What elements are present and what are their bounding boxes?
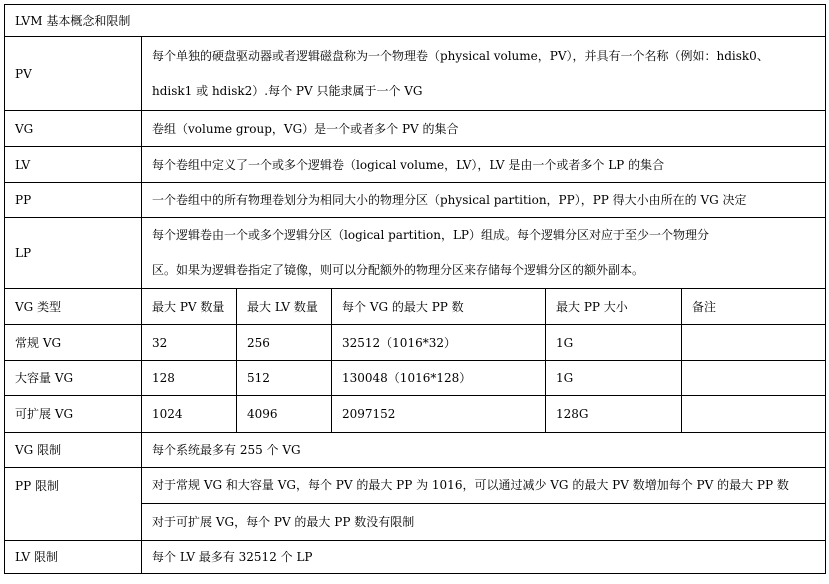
table-cell xyxy=(682,361,826,396)
table-cell: 常规 VG xyxy=(5,325,142,361)
table-cell: 可扩展 VG xyxy=(5,396,142,433)
header-cell: 最大 PV 数量 xyxy=(142,289,237,325)
header-cell: VG 类型 xyxy=(5,289,142,325)
table-cell: 128G xyxy=(546,396,682,433)
definition-cell: 每个 LV 最多有 32512 个 LP xyxy=(142,541,826,574)
table-cell: 1G xyxy=(546,361,682,396)
term-cell: VG xyxy=(5,111,142,147)
table-cell: 2097152 xyxy=(332,396,546,433)
table-cell: 1G xyxy=(546,325,682,361)
table-cell: 130048（1016*128） xyxy=(332,361,546,396)
table-cell xyxy=(682,325,826,361)
term-cell: LV 限制 xyxy=(5,541,142,574)
vg-table-header-row xyxy=(5,289,826,325)
table-title: LVM 基本概念和限制 xyxy=(5,5,826,37)
table-cell: 256 xyxy=(237,325,332,361)
definition-cell: 卷组（volume group，VG）是一个或者多个 PV 的集合 xyxy=(142,111,826,147)
header-cell: 备注 xyxy=(682,289,826,325)
table-cell xyxy=(682,396,826,433)
header-cell: 每个 VG 的最大 PP 数 xyxy=(332,289,546,325)
definition-cell xyxy=(142,37,826,111)
definition-line: hdisk1 或 hdisk2）.每个 PV 只能隶属于一个 VG xyxy=(152,83,423,98)
definition-line: 区。如果为逻辑卷指定了镜像，则可以分配额外的物理分区来存储每个逻辑分区的额外副本。 xyxy=(152,263,645,277)
table-cell: 大容量 VG xyxy=(5,361,142,396)
term-cell: VG 限制 xyxy=(5,433,142,468)
term-cell: PV xyxy=(5,37,142,111)
limit-row-lv xyxy=(5,541,826,574)
header-cell: 最大 PP 大小 xyxy=(546,289,682,325)
definition-cell: 一个卷组中的所有物理卷划分为相同大小的物理分区（physical partition，PP），PP 得大小由所在的 VG 决定 xyxy=(142,183,826,218)
table-row xyxy=(5,396,826,433)
term-cell: PP 限制 xyxy=(5,468,142,541)
definition-line: 每个单独的硬盘驱动器或者逻辑磁盘称为一个物理卷（physical volume，PV），并具有一个名称（例如：hdisk0、 xyxy=(152,48,769,63)
concept-row-pp xyxy=(5,183,826,218)
term-cell: LV xyxy=(5,147,142,183)
table-cell: 512 xyxy=(237,361,332,396)
limit-row-pp xyxy=(5,468,826,541)
definition-line: 每个逻辑卷由一个或多个逻辑分区（logical partition，LP）组成。每个逻辑分区对应于至少一个物理分 xyxy=(152,228,710,242)
table-row xyxy=(5,361,826,396)
definition-cell: 每个系统最多有 255 个 VG xyxy=(142,433,826,468)
concept-row-lp xyxy=(5,218,826,289)
table-cell: 4096 xyxy=(237,396,332,433)
table-cell: 32 xyxy=(142,325,237,361)
term-cell: PP xyxy=(5,183,142,218)
table-cell: 32512（1016*32） xyxy=(332,325,546,361)
limit-row-vg xyxy=(5,433,826,468)
title-row xyxy=(5,5,826,37)
definition-cell: 每个卷组中定义了一个或多个逻辑卷（logical volume，LV），LV 是由一个或者多个 LP 的集合 xyxy=(142,147,826,183)
concept-row-vg xyxy=(5,111,826,147)
definition-line: 对于常规 VG 和大容量 VG，每个 PV 的最大 PP 为 1016，可以通过减少 VG 的最大 PV 数增加每个 PV 的最大 PP 数 xyxy=(142,468,825,504)
lvm-table xyxy=(4,4,826,574)
definition-cell xyxy=(142,218,826,289)
concept-row-lv xyxy=(5,147,826,183)
definition-line: 对于可扩展 VG，每个 PV 的最大 PP 数没有限制 xyxy=(152,515,415,529)
table-row xyxy=(5,325,826,361)
definition-cell xyxy=(142,468,826,541)
concept-row-pv xyxy=(5,37,826,111)
header-cell: 最大 LV 数量 xyxy=(237,289,332,325)
table-cell: 128 xyxy=(142,361,237,396)
table-cell: 1024 xyxy=(142,396,237,433)
term-cell: LP xyxy=(5,218,142,289)
